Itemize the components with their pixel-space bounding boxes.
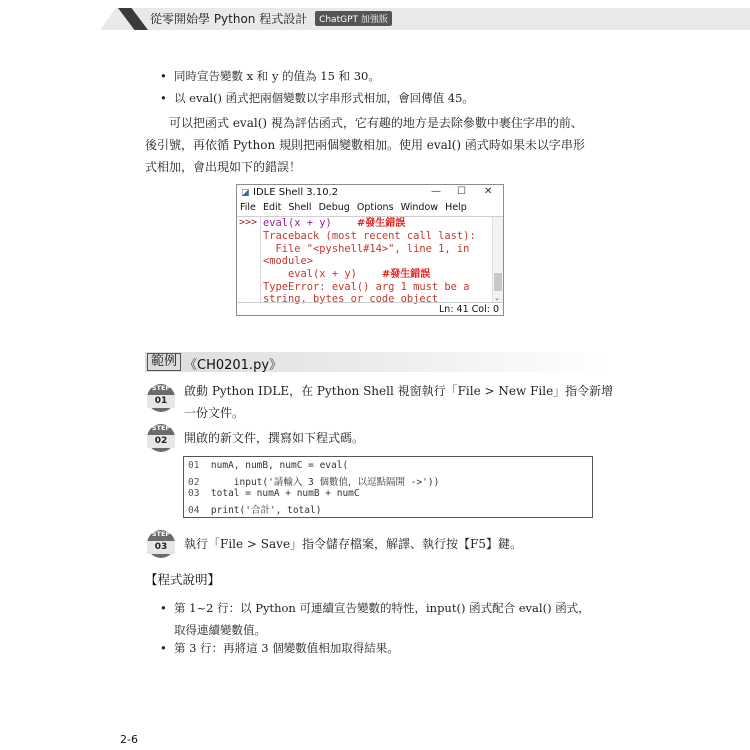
step-01-text: 啟動 Python IDLE，在 Python Shell 視窗執行「File > New File」指令新增 一份文件。 <box>184 384 614 420</box>
intro-bullet-2: • 以 eval() 函式把兩個變數以字串形式相加，會回傳值 45。 <box>160 91 474 105</box>
scrollbar-thumb[interactable] <box>494 273 502 291</box>
body-paragraph: 可以把函式 eval() 視為評估函式，它有趣的地方是去除參數中裹住字串的前、 後引號，再依循 Python 規則把兩個變數相加。使用 eval() 函式時如果未以字串形 式相加，會出現如下的錯誤！ <box>145 116 585 174</box>
bullet-icon: • <box>160 69 167 83</box>
running-header-title <box>150 10 392 27</box>
code-line: 02 input('請輸入 3 個數值，以逗點隔開 ->')) <box>188 477 440 488</box>
edition-badge: ChatGPT 加強版 <box>315 11 392 26</box>
prompt-gutter <box>237 217 261 303</box>
shell-prompt: >>> <box>239 217 258 228</box>
step-badge-03: STEP 03 <box>147 530 175 558</box>
menu-shell[interactable]: Shell <box>288 202 312 213</box>
menu-window[interactable]: Window <box>400 202 439 213</box>
explanation-bullet-1: • 第 1~2 行：以 Python 可連續宣告變數的特性，input() 函式配合 eval() 函式， 取得連續變數值。 <box>160 597 590 641</box>
menu-help[interactable]: Help <box>445 202 467 213</box>
code-listing <box>183 456 593 518</box>
code-line: 04 print('合計', total) <box>188 505 322 516</box>
menu-edit[interactable]: Edit <box>262 202 282 213</box>
menu-file[interactable]: File <box>240 202 256 213</box>
example-label: 範例 <box>147 353 181 371</box>
step-02-text: 開啟的新文件，撰寫如下程式碼。 <box>184 431 365 445</box>
shell-line: eval(x + y) #發生錯誤 <box>263 267 431 280</box>
book-title: 從零開始學 Python 程式設計 <box>150 12 308 26</box>
shell-line: eval(x + y) #發生錯誤 <box>263 217 406 229</box>
close-icon[interactable]: ✕ <box>484 186 493 197</box>
menu-debug[interactable]: Debug <box>318 202 350 213</box>
step-badge-01: STEP 01 <box>147 384 175 412</box>
maximize-icon[interactable]: ☐ <box>457 186 466 197</box>
window-title: IDLE Shell 3.10.2 <box>253 187 339 198</box>
step-badge-02: STEP 02 <box>147 424 175 452</box>
explanation-bullet-2: • 第 3 行：再將這 3 個變數值相加取得結果。 <box>160 641 399 655</box>
shell-line: <module> <box>263 255 314 268</box>
error-comment: #發生錯誤 <box>356 218 406 229</box>
shell-line: Traceback (most recent call last): <box>263 230 476 243</box>
idle-app-icon: ◪ <box>241 188 250 198</box>
page-number: 2-6 <box>120 733 138 746</box>
shell-line: TypeError: eval() arg 1 must be a <box>263 281 470 294</box>
scroll-down-icon[interactable]: ⌄ <box>494 294 500 302</box>
cursor-position: Ln: 41 Col: 0 <box>439 304 499 315</box>
shell-line: File "<pyshell#14>", line 1, in <box>263 242 470 255</box>
bullet-icon: • <box>160 601 167 615</box>
vertical-scrollbar[interactable] <box>492 217 503 303</box>
menu-options[interactable]: Options <box>356 202 394 213</box>
bullet-icon: • <box>160 91 167 105</box>
code-line: 03 total = numA + numB + numC <box>188 488 360 499</box>
error-comment: #發生錯誤 <box>381 268 431 280</box>
window-titlebar <box>237 185 503 201</box>
step-03-text: 執行「File > Save」指令儲存檔案，解譯、執行按【F5】鍵。 <box>184 537 523 551</box>
code-line: 01 numA, numB, numC = eval( <box>188 460 349 471</box>
bullet-icon: • <box>160 641 167 655</box>
menu-bar <box>237 202 503 216</box>
intro-bullet-1: • 同時宣告變數 x 和 y 的值為 15 和 30。 <box>160 69 380 83</box>
explanation-heading: 【程式說明】 <box>145 572 221 587</box>
shell-line: string, bytes or code object <box>263 293 439 306</box>
shell-text <box>263 217 493 306</box>
shell-output-area[interactable] <box>237 216 503 306</box>
idle-shell-window <box>236 184 504 316</box>
status-bar <box>237 302 503 316</box>
minimize-icon[interactable]: — <box>431 186 441 197</box>
example-title: 《CH0201.py》 <box>184 358 283 373</box>
header-notch <box>100 8 116 30</box>
